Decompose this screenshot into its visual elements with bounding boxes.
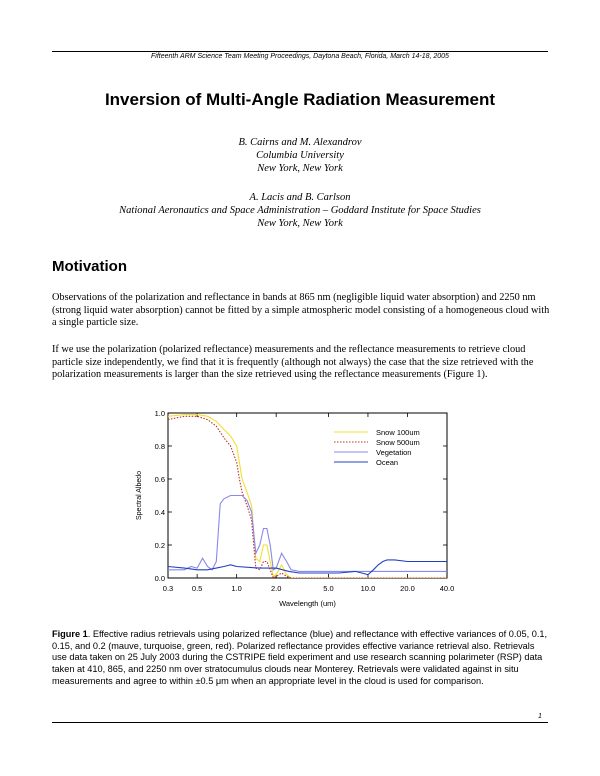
x-tick-label: 10.0 xyxy=(360,584,376,593)
footer-rule xyxy=(52,722,548,723)
page-number: 1 xyxy=(538,713,542,720)
author-location-1: New York, New York xyxy=(257,163,343,174)
author-affiliation-2: National Aeronautics and Space Administration – Goddard Institute for Space Studies xyxy=(119,205,481,216)
series-line-ocean xyxy=(168,560,447,575)
paragraph-2: If we use the polarization (polarized reflectance) measurements and the reflectance measurements to retrieve cloud particle size independently, we find that it is frequently (although not always) the case that the size retrieved with the polarization measurements is larger than the size retrieved using the reflectance measurements (Figure 1). xyxy=(52,344,534,380)
legend-label: Ocean xyxy=(376,458,399,467)
paragraph-1: Observations of the polarization and reflectance in bands at 865 nm (negligible liquid water absorption) and 2250 nm (strong liquid water absorption) cannot be fitted by a simple atmospheric model consisting of a homogeneous cloud with a single particle size. xyxy=(52,292,550,328)
figure-caption xyxy=(52,629,550,688)
x-tick-label: 20.0 xyxy=(400,584,415,593)
paper-title: Inversion of Multi-Angle Radiation Measurement xyxy=(104,90,496,109)
y-tick-label: 0.8 xyxy=(154,442,165,451)
author-location-2: New York, New York xyxy=(257,218,343,229)
y-tick-label: 0.0 xyxy=(154,574,165,583)
x-tick-label: 5.0 xyxy=(323,584,334,593)
author-names-2: A. Lacis and B. Carlson xyxy=(249,192,351,203)
x-axis-label: Wavelength (um) xyxy=(279,599,336,608)
author-names-1: B. Cairns and M. Alexandrov xyxy=(238,137,362,148)
caption-text: . Effective radius retrievals using polarized reflectance (blue) and reflectance with effective variances of 0.05, 0.1, 0.15, and 0.2 (mauve, turquoise, green, red). Polarized reflectance provides effective variance retrieval also. Retrievals use data taken on 25 July 2003 during the CSTRIPE field experiment and use research scanning polarimeter (RSP) data taken at 410, 865, and 2250 nm over stratocumulus clouds near Monterey. Retrievals were validated against in situ measurements and agree to within ±0.5 μm when an appropriate level in the cloud is used for comparison. xyxy=(52,629,548,686)
y-tick-label: 0.2 xyxy=(154,541,165,550)
y-tick-label: 1.0 xyxy=(154,409,165,418)
x-tick-label: 2.0 xyxy=(270,584,282,593)
x-tick-label: 40.0 xyxy=(439,584,455,593)
y-tick-label: 0.6 xyxy=(154,475,165,484)
y-tick-label: 0.4 xyxy=(154,508,165,517)
legend-label: Snow 500um xyxy=(376,438,420,447)
x-tick-label: 0.3 xyxy=(162,584,174,593)
author-affiliation-1: Columbia University xyxy=(256,150,344,161)
x-tick-label: 1.0 xyxy=(231,584,242,593)
y-axis-label: Spectral Albedo xyxy=(136,470,143,521)
legend-label: Snow 100um xyxy=(376,428,420,437)
series-line-vegetation xyxy=(168,496,447,572)
x-tick-label: 0.5 xyxy=(191,584,203,593)
section-heading: Motivation xyxy=(52,258,127,275)
running-header: Fifteenth ARM Science Team Meeting Proceedings, Daytona Beach, Florida, March 14-18, 2005 xyxy=(151,53,449,60)
legend-label: Vegetation xyxy=(376,448,412,457)
caption-label: Figure 1 xyxy=(52,629,88,639)
